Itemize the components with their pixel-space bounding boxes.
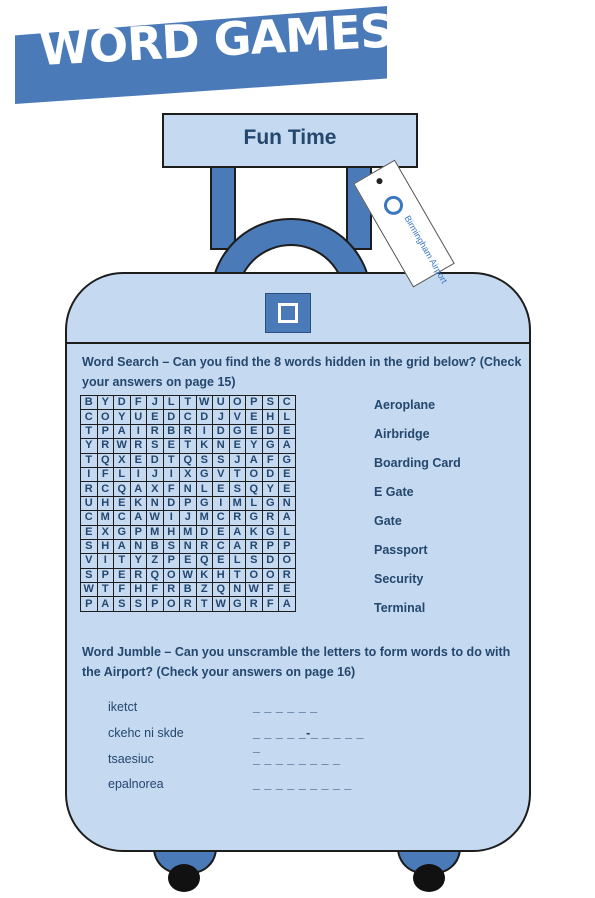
grid-cell[interactable]: L xyxy=(229,554,246,568)
grid-row xyxy=(81,597,296,611)
grid-cell[interactable]: B xyxy=(147,539,164,553)
grid-cell[interactable]: M xyxy=(196,511,213,525)
grid-cell[interactable]: D xyxy=(147,453,164,467)
grid-cell[interactable]: S xyxy=(163,539,180,553)
grid-cell[interactable]: A xyxy=(130,511,147,525)
grid-cell[interactable]: F xyxy=(130,396,147,410)
grid-row xyxy=(81,539,296,553)
grid-cell[interactable]: P xyxy=(130,525,147,539)
grid-cell[interactable]: S xyxy=(130,597,147,611)
grid-cell[interactable]: D xyxy=(196,410,213,424)
grid-row xyxy=(81,568,296,582)
grid-cell[interactable]: C xyxy=(213,539,230,553)
grid-cell[interactable]: E xyxy=(163,439,180,453)
grid-cell[interactable]: F xyxy=(147,583,164,597)
grid-cell[interactable]: D xyxy=(262,424,279,438)
grid-cell[interactable]: B xyxy=(81,396,98,410)
grid-cell[interactable]: F xyxy=(97,467,114,481)
grid-cell[interactable]: U xyxy=(130,410,147,424)
grid-cell[interactable]: N xyxy=(279,496,296,510)
grid-cell[interactable]: N xyxy=(213,439,230,453)
grid-cell[interactable]: N xyxy=(229,583,246,597)
jumble-answer-blank[interactable]: _ _ _ _ _ _ _ _ xyxy=(253,752,341,766)
grid-cell[interactable]: K xyxy=(196,439,213,453)
word-search-heading: Word Search – Can you find the 8 words hidden in the grid below? (Check your answers on page 15) xyxy=(82,355,522,389)
grid-cell[interactable]: Z xyxy=(196,583,213,597)
grid-cell[interactable]: W xyxy=(196,396,213,410)
grid-cell[interactable]: I xyxy=(130,424,147,438)
grid-cell[interactable]: S xyxy=(81,539,98,553)
grid-cell[interactable]: P xyxy=(180,496,197,510)
grid-cell[interactable]: G xyxy=(262,439,279,453)
grid-row xyxy=(81,583,296,597)
grid-cell[interactable]: I xyxy=(81,467,98,481)
grid-cell[interactable]: E xyxy=(130,453,147,467)
grid-cell[interactable]: L xyxy=(279,410,296,424)
grid-cell[interactable]: E xyxy=(213,482,230,496)
left-wheel xyxy=(168,864,200,892)
grid-cell[interactable]: X xyxy=(97,525,114,539)
right-wheel xyxy=(413,864,445,892)
grid-cell[interactable]: S xyxy=(262,396,279,410)
grid-cell[interactable]: W xyxy=(213,597,230,611)
word-jumble-heading: Word Jumble – Can you unscramble the letters to form words to do with the Airport? (Check your answers on page 16) xyxy=(82,645,511,679)
grid-cell[interactable]: E xyxy=(279,482,296,496)
grid-cell[interactable]: D xyxy=(114,396,131,410)
grid-cell[interactable]: A xyxy=(279,439,296,453)
grid-cell[interactable]: R xyxy=(180,424,197,438)
grid-cell[interactable]: C xyxy=(81,511,98,525)
grid-cell[interactable]: M xyxy=(229,496,246,510)
grid-cell[interactable]: K xyxy=(196,568,213,582)
grid-cell[interactable]: C xyxy=(279,396,296,410)
grid-cell[interactable]: D xyxy=(213,424,230,438)
grid-cell[interactable]: A xyxy=(114,539,131,553)
grid-cell[interactable]: T xyxy=(163,453,180,467)
grid-cell[interactable]: W xyxy=(147,511,164,525)
grid-cell[interactable]: T xyxy=(180,439,197,453)
grid-cell[interactable]: Q xyxy=(147,568,164,582)
grid-cell[interactable]: E xyxy=(246,410,263,424)
grid-cell[interactable]: R xyxy=(130,439,147,453)
grid-cell[interactable]: T xyxy=(114,554,131,568)
grid-cell[interactable]: C xyxy=(180,410,197,424)
grid-cell[interactable]: R xyxy=(97,439,114,453)
grid-cell[interactable]: H xyxy=(213,568,230,582)
grid-cell[interactable]: R xyxy=(130,568,147,582)
grid-cell[interactable]: X xyxy=(114,453,131,467)
grid-cell[interactable]: I xyxy=(163,467,180,481)
word-item: Security xyxy=(374,572,424,586)
grid-row xyxy=(81,424,296,438)
word-item: Gate xyxy=(374,514,402,528)
latch-square-icon xyxy=(278,303,298,323)
grid-cell[interactable]: L xyxy=(279,525,296,539)
word-item: Passport xyxy=(374,543,428,557)
grid-cell[interactable]: H xyxy=(97,539,114,553)
grid-cell[interactable]: J xyxy=(229,453,246,467)
grid-cell[interactable]: X xyxy=(147,482,164,496)
grid-cell[interactable]: P xyxy=(279,539,296,553)
grid-row xyxy=(81,439,296,453)
grid-cell[interactable]: A xyxy=(246,453,263,467)
grid-cell[interactable]: S xyxy=(196,453,213,467)
suitcase-divider xyxy=(65,342,531,344)
grid-cell[interactable]: T xyxy=(81,424,98,438)
grid-cell[interactable]: D xyxy=(262,554,279,568)
tag-text: Birmingham Airport xyxy=(402,213,450,286)
grid-cell[interactable]: G xyxy=(262,496,279,510)
grid-cell[interactable]: P xyxy=(246,396,263,410)
grid-cell[interactable]: R xyxy=(229,511,246,525)
grid-cell[interactable]: G xyxy=(196,496,213,510)
jumble-scrambled: epalnorea xyxy=(108,777,164,791)
grid-cell[interactable]: H xyxy=(97,496,114,510)
grid-cell[interactable]: A xyxy=(279,511,296,525)
grid-cell[interactable]: W xyxy=(180,568,197,582)
grid-cell[interactable]: Q xyxy=(180,453,197,467)
grid-cell[interactable]: L xyxy=(196,482,213,496)
grid-cell[interactable]: R xyxy=(81,482,98,496)
grid-cell[interactable]: F xyxy=(114,583,131,597)
word-search-grid[interactable] xyxy=(80,395,296,612)
grid-cell[interactable]: D xyxy=(196,525,213,539)
grid-cell[interactable]: T xyxy=(81,453,98,467)
grid-cell[interactable]: E xyxy=(213,525,230,539)
jumble-scrambled: iketct xyxy=(108,700,138,714)
grid-cell[interactable]: S xyxy=(114,597,131,611)
grid-cell[interactable]: M xyxy=(97,511,114,525)
grid-cell[interactable]: P xyxy=(262,539,279,553)
grid-cell[interactable]: N xyxy=(147,496,164,510)
grid-row xyxy=(81,396,296,410)
grid-cell[interactable]: O xyxy=(163,597,180,611)
grid-cell[interactable]: F xyxy=(262,597,279,611)
grid-cell[interactable]: V xyxy=(81,554,98,568)
grid-cell[interactable]: T xyxy=(196,597,213,611)
handle-left-bar xyxy=(210,166,236,250)
grid-cell[interactable]: V xyxy=(229,410,246,424)
jumble-answer-blank[interactable]: _ _ _ _ _ _ xyxy=(253,700,318,714)
grid-cell[interactable]: L xyxy=(114,467,131,481)
grid-row xyxy=(81,453,296,467)
grid-cell[interactable]: N xyxy=(130,539,147,553)
grid-cell[interactable]: U xyxy=(213,396,230,410)
grid-cell[interactable]: O xyxy=(262,568,279,582)
grid-cell[interactable]: E xyxy=(81,525,98,539)
grid-row xyxy=(81,511,296,525)
grid-cell[interactable]: K xyxy=(246,525,263,539)
grid-cell[interactable]: Q xyxy=(97,453,114,467)
grid-cell[interactable]: I xyxy=(213,496,230,510)
grid-cell[interactable]: P xyxy=(97,424,114,438)
grid-cell[interactable]: M xyxy=(147,525,164,539)
word-item: Boarding Card xyxy=(374,456,461,470)
grid-cell[interactable]: R xyxy=(163,583,180,597)
grid-cell[interactable]: K xyxy=(130,496,147,510)
grid-row xyxy=(81,410,296,424)
grid-cell[interactable]: R xyxy=(262,511,279,525)
grid-cell[interactable]: G xyxy=(114,525,131,539)
grid-cell[interactable]: E xyxy=(279,583,296,597)
word-list xyxy=(374,398,461,630)
grid-cell[interactable]: Z xyxy=(147,554,164,568)
grid-cell[interactable]: H xyxy=(130,583,147,597)
grid-cell[interactable]: B xyxy=(180,583,197,597)
handle-title: Fun Time xyxy=(243,126,337,149)
grid-cell[interactable]: M xyxy=(180,525,197,539)
grid-cell[interactable]: T xyxy=(97,583,114,597)
grid-cell[interactable]: O xyxy=(246,568,263,582)
grid-row xyxy=(81,482,296,496)
grid-row xyxy=(81,467,296,481)
grid-cell[interactable]: W xyxy=(246,583,263,597)
grid-cell[interactable]: U xyxy=(81,496,98,510)
grid-cell[interactable]: A xyxy=(229,539,246,553)
grid-cell[interactable]: C xyxy=(114,511,131,525)
grid-cell[interactable]: G xyxy=(246,511,263,525)
word-item: Airbridge xyxy=(374,427,430,441)
grid-cell[interactable]: Y xyxy=(81,439,98,453)
grid-cell[interactable]: G xyxy=(229,597,246,611)
grid-cell[interactable]: B xyxy=(163,424,180,438)
grid-cell[interactable]: I xyxy=(163,511,180,525)
grid-cell[interactable]: W xyxy=(81,583,98,597)
grid-cell[interactable]: Y xyxy=(130,554,147,568)
grid-cell[interactable]: E xyxy=(114,496,131,510)
grid-cell[interactable]: S xyxy=(229,482,246,496)
grid-cell[interactable]: F xyxy=(262,453,279,467)
grid-cell[interactable]: N xyxy=(180,482,197,496)
grid-cell[interactable]: E xyxy=(246,424,263,438)
grid-cell[interactable]: A xyxy=(279,597,296,611)
grid-cell[interactable]: Y xyxy=(262,482,279,496)
grid-cell[interactable]: J xyxy=(147,467,164,481)
grid-cell[interactable]: T xyxy=(229,568,246,582)
grid-cell[interactable]: F xyxy=(163,482,180,496)
grid-cell[interactable]: P xyxy=(147,597,164,611)
grid-cell[interactable]: G xyxy=(229,424,246,438)
grid-cell[interactable]: E xyxy=(213,554,230,568)
grid-cell[interactable]: O xyxy=(279,554,296,568)
grid-cell[interactable]: E xyxy=(180,554,197,568)
grid-cell[interactable]: F xyxy=(262,583,279,597)
grid-cell[interactable]: R xyxy=(279,568,296,582)
grid-cell[interactable]: R xyxy=(147,424,164,438)
grid-cell[interactable]: O xyxy=(229,396,246,410)
grid-cell[interactable]: S xyxy=(81,568,98,582)
grid-cell[interactable]: I xyxy=(196,424,213,438)
grid-cell[interactable]: Q xyxy=(213,583,230,597)
grid-cell[interactable]: I xyxy=(97,554,114,568)
jumble-answer-blank[interactable]: _ _ _ _ _-_ _ _ _ _ _ xyxy=(253,726,364,754)
grid-row xyxy=(81,554,296,568)
grid-cell[interactable]: O xyxy=(163,568,180,582)
grid-cell[interactable]: O xyxy=(246,467,263,481)
grid-cell[interactable]: T xyxy=(180,396,197,410)
jumble-scrambled: ckehc ni skde xyxy=(108,726,184,740)
grid-cell[interactable]: P xyxy=(97,568,114,582)
grid-cell[interactable]: D xyxy=(163,410,180,424)
grid-cell[interactable]: Y xyxy=(97,396,114,410)
grid-cell[interactable]: A xyxy=(229,525,246,539)
grid-cell[interactable]: G xyxy=(279,453,296,467)
grid-cell[interactable]: H xyxy=(262,410,279,424)
grid-cell[interactable]: C xyxy=(97,482,114,496)
grid-cell[interactable]: S xyxy=(213,453,230,467)
grid-cell[interactable]: P xyxy=(81,597,98,611)
grid-cell[interactable]: G xyxy=(262,525,279,539)
grid-cell[interactable]: Q xyxy=(246,482,263,496)
grid-cell[interactable]: E xyxy=(147,410,164,424)
grid-cell[interactable]: R xyxy=(246,597,263,611)
grid-cell[interactable]: R xyxy=(180,597,197,611)
grid-cell[interactable]: J xyxy=(147,396,164,410)
grid-cell[interactable]: C xyxy=(81,410,98,424)
grid-cell[interactable]: L xyxy=(246,496,263,510)
word-item: E Gate xyxy=(374,485,414,499)
grid-cell[interactable]: T xyxy=(229,467,246,481)
page-title: WORD GAMES! xyxy=(38,2,414,76)
grid-cell[interactable]: E xyxy=(279,424,296,438)
grid-cell[interactable]: D xyxy=(163,496,180,510)
grid-cell[interactable]: W xyxy=(114,439,131,453)
grid-cell[interactable]: N xyxy=(180,539,197,553)
grid-cell[interactable]: E xyxy=(114,568,131,582)
grid-cell[interactable]: O xyxy=(97,410,114,424)
grid-cell[interactable]: A xyxy=(130,482,147,496)
grid-cell[interactable]: E xyxy=(279,467,296,481)
grid-row xyxy=(81,525,296,539)
jumble-answer-blank[interactable]: _ _ _ _ _ _ _ _ _ xyxy=(253,777,352,791)
grid-cell[interactable]: P xyxy=(163,554,180,568)
grid-cell[interactable]: G xyxy=(196,467,213,481)
word-item: Terminal xyxy=(374,601,426,615)
word-item: Aeroplane xyxy=(374,398,436,412)
grid-cell[interactable]: Q xyxy=(196,554,213,568)
grid-cell[interactable]: A xyxy=(114,424,131,438)
grid-cell[interactable]: H xyxy=(163,525,180,539)
grid-cell[interactable]: D xyxy=(262,467,279,481)
grid-cell[interactable]: R xyxy=(246,539,263,553)
grid-cell[interactable]: A xyxy=(97,597,114,611)
grid-cell[interactable]: S xyxy=(246,554,263,568)
grid-cell[interactable]: Q xyxy=(114,482,131,496)
grid-cell[interactable]: J xyxy=(213,410,230,424)
jumble-scrambled: tsaesiuc xyxy=(108,752,154,766)
grid-cell[interactable]: E xyxy=(229,439,246,453)
grid-row xyxy=(81,496,296,510)
grid-cell[interactable]: R xyxy=(196,539,213,553)
grid-cell[interactable]: X xyxy=(180,467,197,481)
grid-cell[interactable]: I xyxy=(130,467,147,481)
grid-cell[interactable]: L xyxy=(163,396,180,410)
grid-cell[interactable]: Y xyxy=(114,410,131,424)
grid-cell[interactable]: C xyxy=(213,511,230,525)
grid-cell[interactable]: Y xyxy=(246,439,263,453)
grid-cell[interactable]: V xyxy=(213,467,230,481)
grid-cell[interactable]: J xyxy=(180,511,197,525)
grid-cell[interactable]: S xyxy=(147,439,164,453)
